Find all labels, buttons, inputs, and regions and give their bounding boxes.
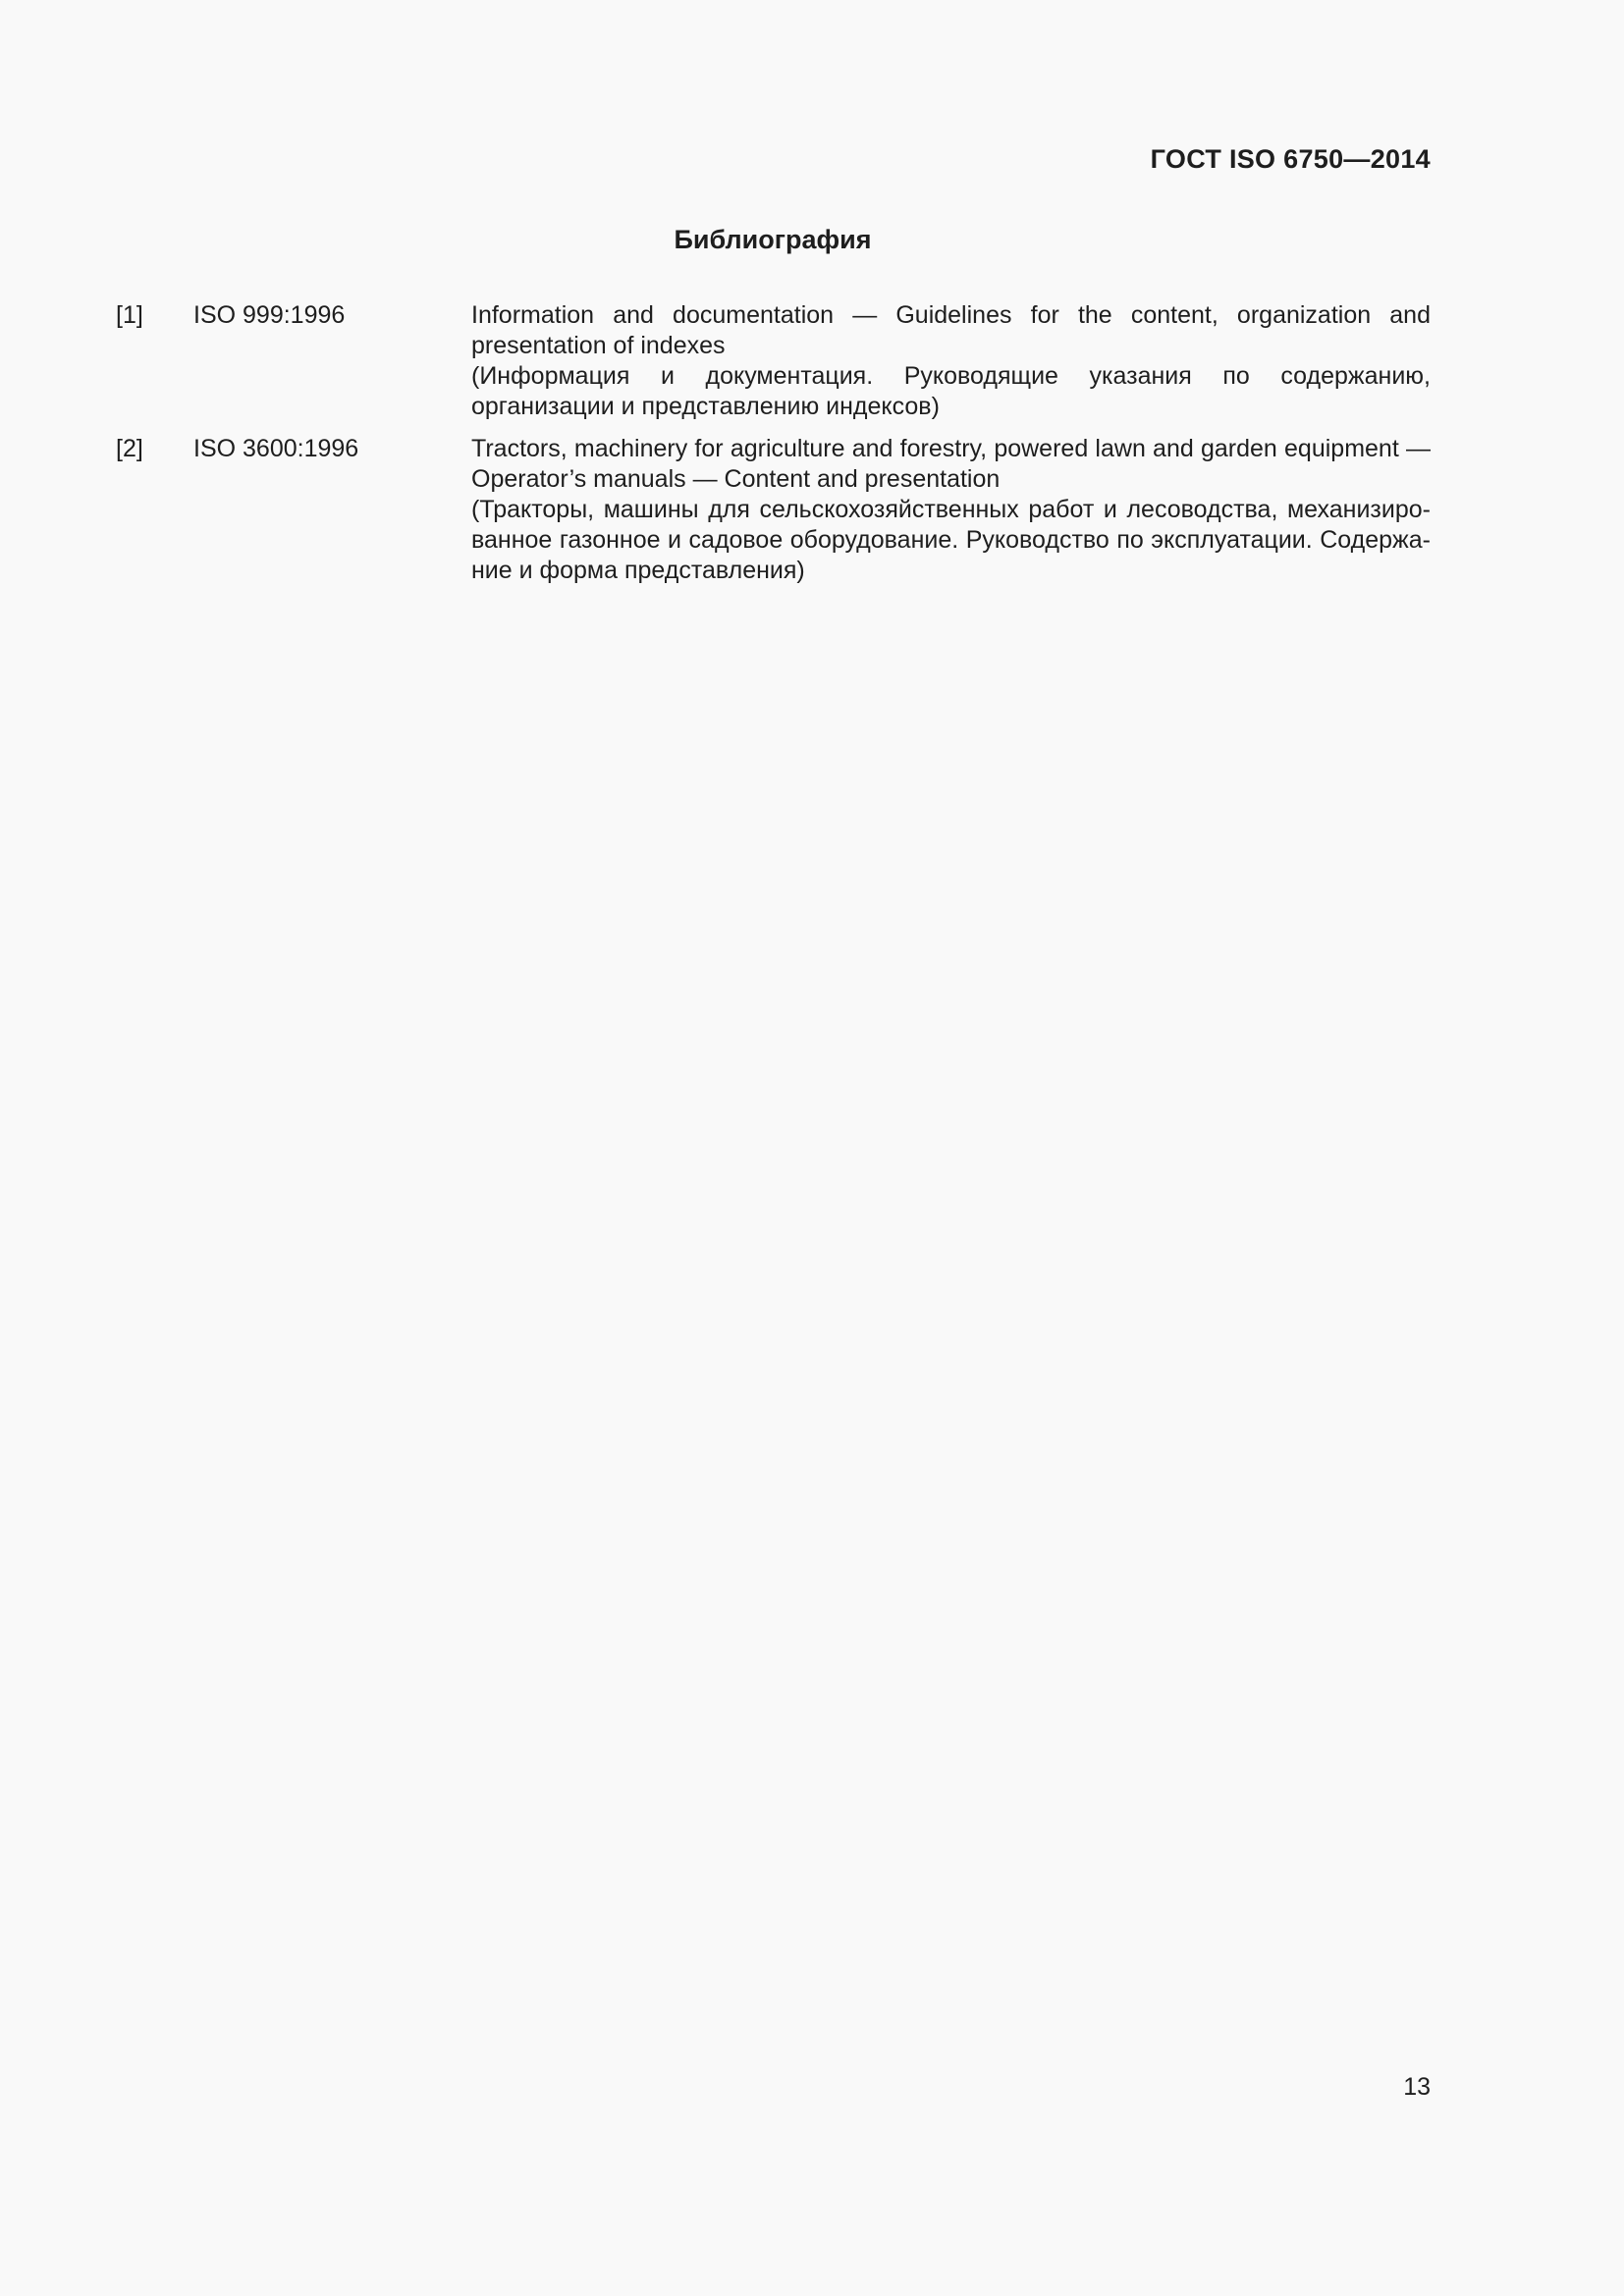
page-number: 13: [1403, 2073, 1431, 2101]
document-code: ГОСТ ISO 6750—2014: [1150, 144, 1431, 174]
section-title: Библиография: [674, 225, 872, 254]
entry-title-ru: (Информация и документация. Руководящие указания по содержанию, организации и представлению индексов): [471, 362, 1431, 420]
entry-title-ru: (Тракторы, машины для сельскохозяйственных работ и лесоводства, механизированное газонное и садовое оборудование. Руководство по эксплуатации. Содержание и форма представления): [471, 496, 1431, 584]
entry-title-en: Tractors, machinery for agriculture and forestry, powered lawn and garden equipment — Operator’s manuals — Content and presentation: [471, 435, 1431, 493]
bibliography-entry: [116, 300, 1431, 422]
entry-standard: ISO 3600:1996: [193, 435, 359, 462]
entry-number: [1]: [116, 301, 143, 329]
entry-description: [471, 434, 1431, 586]
bibliography-list: [116, 300, 1431, 598]
entry-number: [2]: [116, 435, 143, 462]
entry-standard: ISO 999:1996: [193, 301, 346, 329]
entry-title-en: Information and documentation — Guidelines for the content, organization and presentation of indexes: [471, 301, 1431, 359]
entry-description: [471, 300, 1431, 422]
bibliography-entry: [116, 434, 1431, 586]
